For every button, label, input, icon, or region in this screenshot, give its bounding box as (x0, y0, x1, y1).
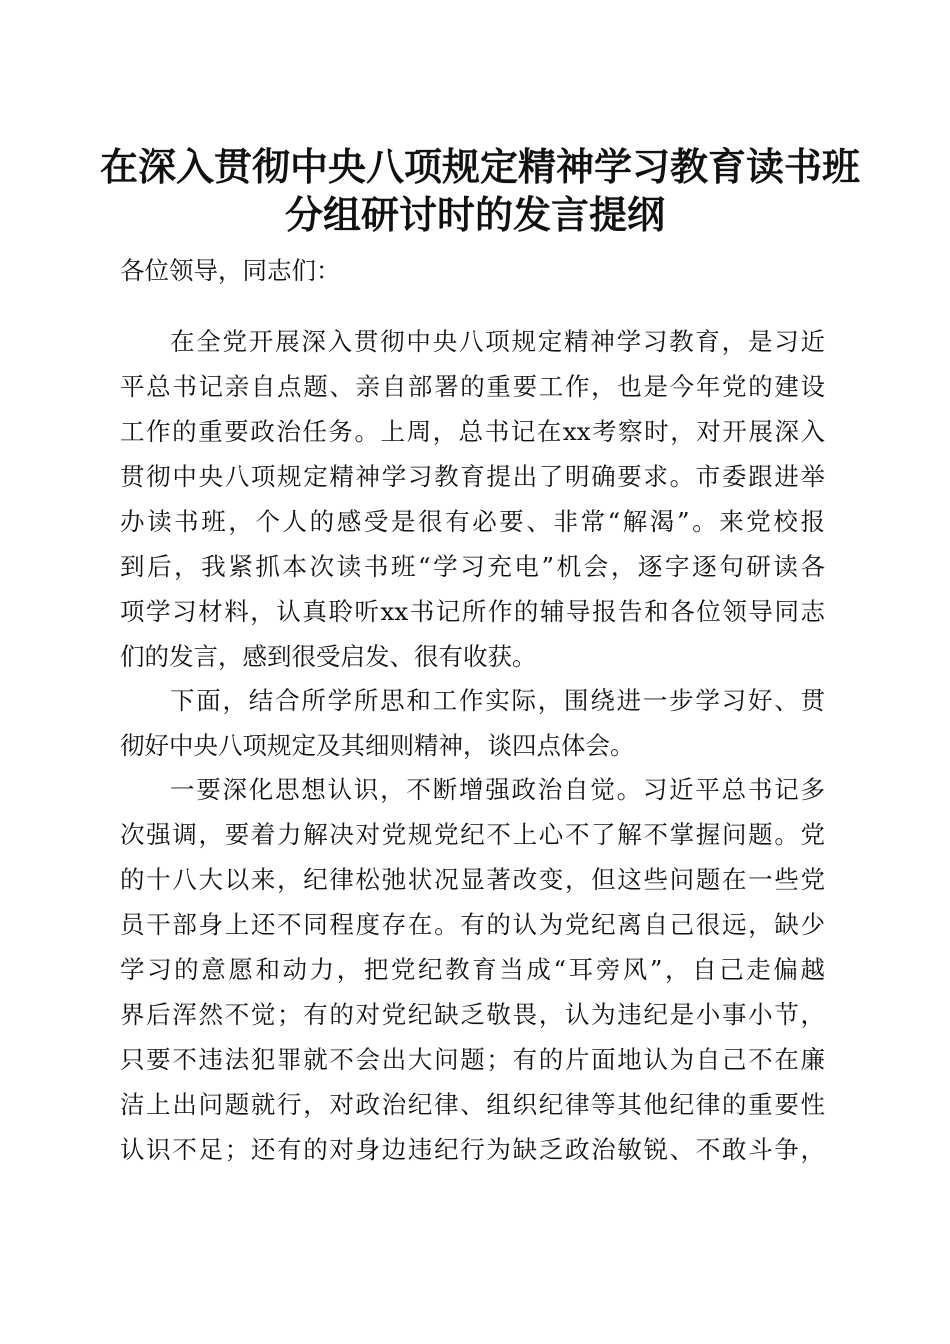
paragraph-line: 彻好中央八项规定及其细则精神，谈四点体会。 (120, 731, 635, 760)
document-title-line-2: 分组研讨时的发言提纲 (284, 192, 665, 237)
paragraph-line: 员干部身上还不同程度存在。有的认为党纪离自己很远，缺少 (120, 910, 825, 939)
paragraph-line: 次强调，要着力解决对党规党纪不上心不了解不掌握问题。党 (120, 820, 825, 849)
paragraph-line: 到后，我紧抓本次读书班“学习充电”机会，逐字逐句研读各 (120, 552, 825, 581)
paragraph-line: 认识不足；还有的对身边违纪行为缺乏政治敏锐、不敢斗争， (120, 1135, 825, 1164)
paragraph-line: 在全党开展深入贯彻中央八项规定精神学习教育，是习近 (170, 327, 825, 356)
paragraph-line: 只要不违法犯罪就不会出大问题；有的片面地认为自己不在廉 (120, 1045, 825, 1074)
document-title-line-1: 在深入贯彻中央八项规定精神学习教育读书班 (100, 144, 861, 189)
paragraph-line: 项学习材料，认真聆听xx书记所作的辅导报告和各位领导同志 (120, 597, 825, 626)
paragraph-line: 洁上出问题就行，对政治纪律、组织纪律等其他纪律的重要性 (120, 1090, 825, 1119)
paragraph-line: 的十八大以来，纪律松弛状况显著改变，但这些问题在一些党 (120, 865, 825, 894)
paragraph-line: 办读书班，个人的感受是很有必要、非常“解渴”。来党校报 (120, 507, 825, 536)
paragraph-line: 一要深化思想认识，不断增强政治自觉。习近平总书记多 (170, 775, 825, 804)
paragraph-line: 平总书记亲自点题、亲自部署的重要工作，也是今年党的建设 (120, 372, 825, 401)
paragraph-line: 工作的重要政治任务。上周，总书记在xx考察时，对开展深入 (120, 417, 825, 446)
greeting: 各位领导，同志们： (120, 256, 341, 285)
paragraph-line: 贯彻中央八项规定精神学习教育提出了明确要求。市委跟进举 (120, 462, 825, 491)
paragraph-line: 学习的意愿和动力，把党纪教育当成“耳旁风”，自己走偏越 (120, 955, 825, 984)
paragraph-line: 下面，结合所学所思和工作实际，围绕进一步学习好、贯 (170, 686, 825, 715)
paragraph-line: 界后浑然不觉；有的对党纪缺乏敬畏，认为违纪是小事小节， (120, 1000, 825, 1029)
paragraph-line: 们的发言，感到很受启发、很有收获。 (120, 642, 537, 671)
